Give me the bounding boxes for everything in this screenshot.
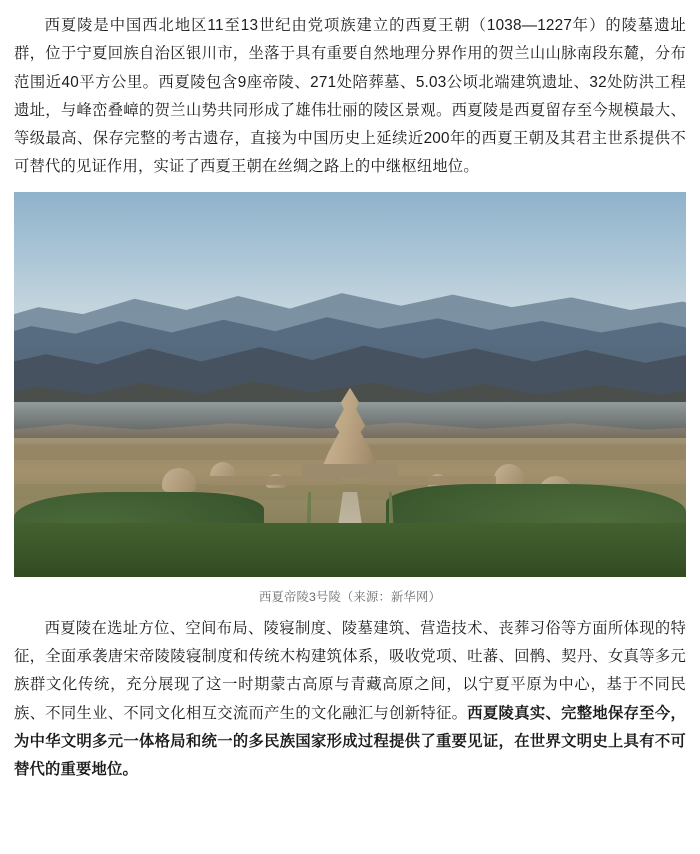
figure-caption: 西夏帝陵3号陵（来源：新华网） [259,589,441,604]
paragraph-intro: 西夏陵是中国西北地区11至13世纪由党项族建立的西夏王朝（1038—1227年）的陵墓遗址群，位于宁夏回族自治区银川市，坐落于具有重要自然地理分界作用的贺兰山山脉南段东麓，分布范围近40平方公里。西夏陵包含9座帝陵、271处陪葬墓、5.03公顷北端建筑遗址、32处防洪工程遗址，与峰峦叠嶂的贺兰山势共同形成了雄伟壮丽的陵区景观。西夏陵是西夏留存至今规模最大、等级最高、保存完整的考古遗存，直接为中国历史上延续近200年的西夏王朝及其君主世系提供不可替代的见证作用，实证了西夏王朝在丝绸之路上的中继枢纽地位。 [14,17,686,176]
paragraph-significance [14,615,686,785]
paragraph-significance-bold-run: 西夏陵真实、完整地保存至今，为中华文明多元一体格局和统一的多民族国家形成过程提供了重要见证，在世界文明史上具有不可替代的重要地位。 [14,704,686,779]
article-figure [14,192,686,605]
tomb-platform [302,464,398,478]
paragraph-significance-normal-run: 西夏陵在选址方位、空间布局、陵寝制度、陵墓建筑、营造技术、丧葬习俗等方面所体现的特征，全面承袭唐宋帝陵陵寝制度和传统木构建筑体系，吸收党项、吐蕃、回鹘、契丹、女真等多元族群文化传统，充分展现了这一时期蒙古高原与青藏高原之间，以宁夏平原为中心，基于不同民族、不同生业、不同文化相互交流而产生的文化融汇与创新特征。 [14,619,686,722]
foreground-vegetation [14,523,686,577]
xixia-tomb-photo [14,192,686,577]
